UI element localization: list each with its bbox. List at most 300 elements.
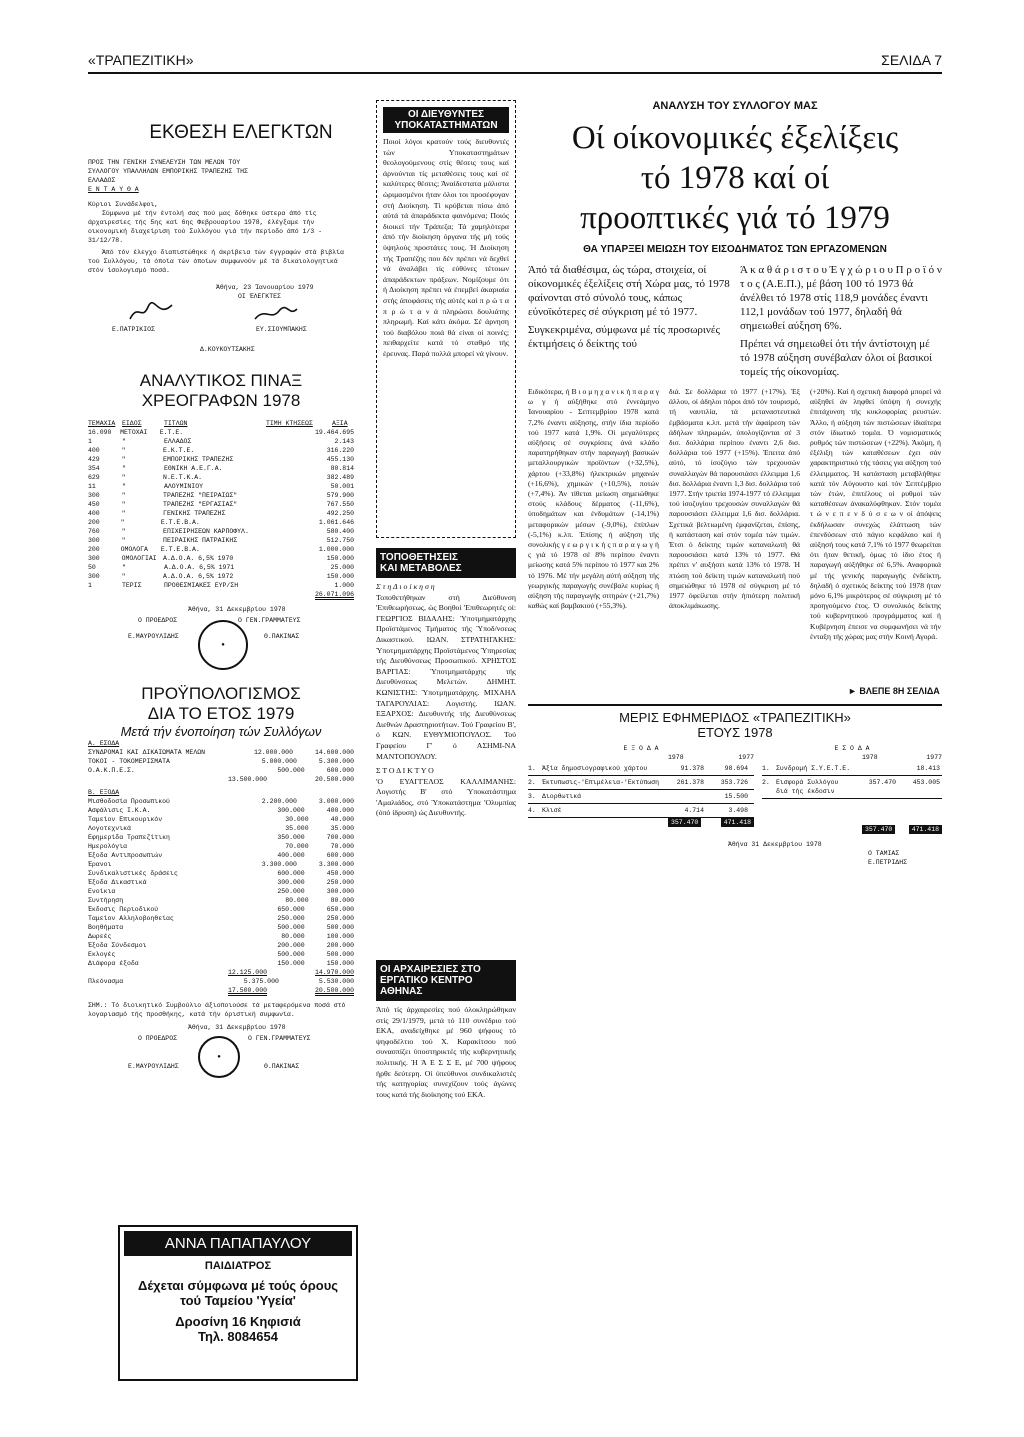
portfolio-cell: ΕΘΝΙΚΗ Α.Ε.Γ.Α.: [164, 465, 223, 472]
portfolio-title-1: ΑΝΑΛΥΤΙΚΟΣ ΠΙΝΑΞ: [139, 371, 303, 390]
budget-item: Έξοδα Αντιπροσωπιών: [88, 852, 163, 859]
share-1978: 4.714: [684, 807, 704, 814]
portfolio-cell: ": [122, 483, 126, 490]
portfolio-value: 1.000.000: [318, 546, 354, 553]
portfolio-cell: ": [121, 456, 126, 463]
portfolio-cell: 629: [88, 474, 100, 481]
expense-total-1979: 14.970.000: [314, 969, 354, 976]
auditor-name-1: Ε.ΠΑΤΡΙΚΙΟΣ: [112, 326, 155, 333]
budget-1979: 100.000: [326, 933, 354, 940]
budget-1978: 500.000: [277, 924, 305, 931]
share-item: Άξία δημοσιογραφικού χάρτου: [542, 765, 648, 772]
budget-note: ΣΗΜ.: Τό διοικητικό Συμβούλιο άξιοποιούσε τά μεταφερόμενα ποσά στό λογαριασμό τής προσθήκης, κατά τήν όριστική συμφωνία.: [88, 1002, 346, 1018]
budget-row: [88, 959, 354, 968]
budget-row: [88, 806, 354, 815]
portfolio-value: 80.814: [330, 465, 354, 472]
portfolio-value: 512.750: [326, 537, 354, 544]
signer-name-1: Ε.ΜΑΥΡΟΥΛΙΔΗΣ: [128, 633, 179, 640]
portfolio-cell: ΤΕΡΙΣ: [122, 582, 142, 589]
portfolio-cell: 200: [88, 519, 100, 526]
portfolio-cell: Α.Δ.Ο.Α. 6,5% 1970: [163, 555, 234, 562]
doctor-phone: Τηλ. 8084654: [198, 1329, 278, 1344]
share-item: Κλισέ: [542, 807, 562, 814]
lead-paragraph-3: Ά κ α θ ά ρ ι σ τ ο υ Έ γ χ ώ ρ ι ο υ Π ρ ο ϊ ό ν τ ο ς (Α.Ε.Π.), μέ βάση 100 τό 1973 θά άνέλθει τό 1978 στίς 118,9 μονάδες έναντι 112,1 μονάδων τού 1977, δηλαδή θά σημειωθεί αύξηση 6%.: [740, 264, 942, 332]
portfolio-cell: ΠΡΟΘΕΣΜΙΑΚΕΣ ΕΥΡ/ΣΗ: [164, 582, 239, 589]
portfolio-value: 50.001: [330, 483, 354, 490]
share-title-2: ΕΤΟΥΣ 1978: [697, 725, 773, 740]
portfolio-value: 455.130: [326, 456, 354, 463]
audit-paragraph-2: Άπό τόν έλεγχο διαπιστώθηκε ή άκρίβεια τών έγγραφών στά βιβλία τού Συλλόγου, τά όποία τών όποίων συμφωνούν μέ τά δικαιολογητικά στόν ίσολογισμό ποσά.: [88, 249, 344, 274]
headline-line-2: τό 1978 καί οί: [640, 160, 830, 196]
grand-1978: 17.500.000: [228, 987, 268, 994]
portfolio-row: [88, 518, 354, 527]
directors-box: [376, 100, 516, 538]
portfolio-cell: Ε.Κ.Τ.Ε.: [163, 447, 195, 454]
share-1977: 15.500: [724, 793, 748, 800]
budget-1979: 3.000.000: [318, 798, 354, 805]
budget-1978: 650.000: [277, 906, 305, 913]
portfolio-cell: ΕΠΙΧΕΙΡΗΣΕΩΝ ΚΑΡΠΟΦΥΛ.: [163, 528, 249, 535]
portfolio-total: 26.071.096: [314, 591, 354, 598]
share-row: [528, 776, 754, 790]
budget-1979: 40.000: [330, 816, 354, 823]
portfolio-cell: ΤΡΑΠΕΖΗΣ "ΕΡΓΑΣΙΑΣ": [163, 501, 238, 508]
portfolio-header-row: [88, 419, 354, 428]
portfolio-row: [88, 581, 354, 590]
budget-1979: 700.000: [326, 834, 354, 841]
budget-item: Έξοδα Σύνδεσμοι: [88, 942, 147, 949]
share-num: 1.: [762, 765, 770, 772]
budget-1978: 30.000: [285, 816, 309, 823]
budget-1979: 500.000: [326, 924, 354, 931]
lead-paragraph-4: Πρέπει νά σημειωθεί ότι τήν άντίστοιχη μέ τό 1978 αύξηση συνέβαλαν όλοι οί βασικοί τομείς τής οίκονομίας.: [740, 338, 933, 378]
budget-1979: 14.600.000: [314, 749, 354, 756]
budget-item: Διάφορα έξοδα: [88, 960, 139, 967]
audit-title: ΕΚΘΕΣΗ ΕΛΕΓΚΤΩΝ: [149, 122, 333, 143]
budget-1979: 150.000: [326, 960, 354, 967]
audit-date: Άθήνα, 23 Ίανουαρίου 1979: [216, 284, 314, 291]
appointments-subhead: Σ τ η Δ ι ο ί κ η σ η: [376, 582, 435, 591]
portfolio-cell: Ε.Τ.Ε.Β.Α.: [160, 519, 200, 526]
portfolio-cell: Ν.Ε.Τ.Κ.Α.: [163, 474, 203, 481]
budget-item: Ασφάλισις Ι.Κ.Α.: [88, 807, 151, 814]
budget-1979: 650.000: [326, 906, 354, 913]
budget-row: [88, 797, 354, 806]
budget-1978: 5.000.000: [261, 758, 297, 765]
appointments-title-1: ΤΟΠΟΘΕΤΗΣΕΙΣ: [380, 552, 458, 563]
budget-1978: 200.000: [277, 942, 305, 949]
budget-1978: 300.000: [277, 807, 305, 814]
audit-city: Ε Ν Τ Α Υ Θ Α: [88, 186, 139, 193]
portfolio-cell: ΤΡΑΠΕΖΗΣ "ΠΕΙΡΑΙΩΣ": [163, 492, 238, 499]
audit-role: ΟΙ ΈΛΕΓΚΤΕΣ: [238, 293, 281, 300]
share-1977: 453.005: [912, 779, 940, 786]
lead-left: [528, 263, 730, 379]
budget-item: Λογοτεχνικά: [88, 825, 131, 832]
budget-1979: 70.000: [330, 843, 354, 850]
headline-line-1: Οί οίκονομικές έξελίξεις: [571, 120, 899, 156]
analysis-lead: [528, 263, 942, 379]
portfolio-cell: ": [121, 537, 126, 544]
budget-expense-label: Β. ΕΞΟΔΑ: [88, 789, 120, 796]
lead-paragraph-1: Άπό τά διαθέσιμα, ώς τώρα, στοιχεία, οί οίκονομικές έξελίξεις στή Χώρα μας, τό 1978 φαίνονται στό σύνολό τους, κάπως εύνοϊκότερες σέ σύγκριση μέ τό 1977.: [528, 264, 730, 318]
income-total-1978: 13.500.000: [228, 776, 268, 783]
share-row: [762, 762, 942, 776]
headline-line-3: προοπτικές γιά τό 1979: [580, 200, 890, 236]
budget-1979: 600.000: [326, 852, 354, 859]
budget-item: Έξοδα Δικαστικά: [88, 879, 147, 886]
portfolio-cell: 300: [88, 492, 100, 499]
share-row: [528, 762, 754, 776]
audit-signatures: [88, 301, 354, 353]
appointments-title-2: ΚΑΙ ΜΕΤΑΒΟΛΕΣ: [380, 563, 462, 574]
portfolio-value: 767.550: [326, 501, 354, 508]
surplus-1979: 5.530.000: [318, 978, 354, 985]
signer-name-1: Ε.ΜΑΥΡΟΥΛΙΔΗΣ: [128, 1063, 179, 1070]
audit-salutation: Κύριοι Συνάδελφοι,: [88, 201, 159, 208]
analysis-body: [528, 387, 942, 642]
signer-president: Ο ΠΡΟΕΔΡΟΣ: [138, 617, 178, 624]
network-text: 'Ο ΕΥΑΓΓΕΛΟΣ ΚΑΛΛΙΜΑΝΗΣ: Λογιστής Β' στό Ύποκατάστημα 'Αμαλιάδος, στό Ύποκατάστημα 'Ολυμπίας (όπό ίδρυση) ώς Διευθυντής.: [376, 776, 516, 818]
seal-stamp: ●: [198, 1036, 240, 1078]
share-accounts: [528, 704, 942, 914]
budget-row: [88, 833, 354, 842]
portfolio-cell: 16.090: [88, 429, 112, 436]
portfolio-value: 19.464.695: [315, 429, 354, 436]
portfolio-cell: 400: [88, 447, 100, 454]
share-expense-totals: [528, 818, 754, 827]
portfolio-row: [88, 545, 354, 554]
budget-1978: 80.000: [281, 933, 305, 940]
budget-row: [88, 941, 354, 950]
share-item: Έκτυπωσις-'Επιμέλεια-'Εκτύπωση: [542, 779, 660, 786]
budget-1979: 250.000: [326, 915, 354, 922]
lead-paragraph-2: Συγκεκριμένα, σύμφωνα μέ τίς προσωρινές έκτιμήσεις ό δείκτης τού: [528, 324, 720, 350]
signer-name-2: Θ.ΠΑΚΙΝΑΣ: [264, 1063, 300, 1070]
budget-item: Ενοίκια: [88, 888, 116, 895]
budget-surplus: [88, 977, 354, 986]
share-num: 4.: [528, 807, 536, 814]
portfolio-value: 382.489: [326, 474, 354, 481]
portfolio-cell: ": [120, 519, 125, 526]
directors-title-2: ΥΠΟΚΑΤΑΣΤΗΜΑΤΩΝ: [394, 120, 498, 131]
network-subhead: Σ Τ Ο Δ Ι Κ Τ Υ Ο: [376, 766, 434, 776]
share-num: 3.: [528, 793, 536, 800]
portfolio-cell: Ε.Τ.Ε.: [159, 429, 184, 436]
col-header-value: ΑΞΙΑ: [332, 420, 348, 427]
portfolio-cell: Ε.Τ.Ε.Β.Α.: [160, 546, 200, 553]
portfolio-cell: 300: [88, 537, 100, 544]
directors-title-1: ΟΙ ΔΙΕΥΘΥΝΤΕΣ: [407, 109, 485, 120]
analysis-col-2: διά. Σε δολλάρια τό 1977 (+17%). Έξ άλλου, οί άδηλοι πόροι άπό τόν τουρισμό, τή ναυτιλία, τά μεταναστευτικά έμβάσματα κ.λπ. μετά τήν άφαίρεση τών άδήλων πληρωμών, ύπολογίζονται σέ 3 δισ. δολλάρια περίπου έναντι 2,6 δισ. δολλάρια τού 1977 (+15%). Έπειτα άπό αύτό, τό ίσοζύγιο τών τρεχουσών συναλλαγών θά παρουσιάσει έλλειμμα 1,6 δισ. δολλάρια έναντι 1,3 δισ. δολλάρια τού 1977. Στήν τριετία 1974-1977 τό έλλειμμα τού ίσοζυγίου τρεχουσών συναλλαγών θά παρουσιάσει έλλειμμα 1,6 δισ. δολλάρια. Σχετικά βελτιωμένη έμφανίζεται, έπίσης, ή κατάσταση καί στόν τομέα τών τιμών. Έτσι ό δείκτης τιμών καταναλωτή θά παρουσιάσει κατά 13% τό 1977. Θά πρέπει ν' αυξήσει κατά 13% τό 1978. Ή πτώση τού δείκτη τιμών καταναλωτή πού σημειώθηκε τό 1978 σέ σύγκριση μέ τό 1977 όφείλεται στήν ήπιότερη πολιτική άποκλιμάκωσης.: [669, 387, 800, 611]
budget-expense-table: [88, 797, 354, 968]
portfolio-value: 25.000: [330, 564, 354, 571]
share-item: Εισφορά Συλλόγου διά τής έκδοσιν: [776, 779, 839, 795]
portfolio-cell: 50: [88, 564, 96, 571]
share-1978: 357.470: [868, 779, 896, 786]
surplus-1978: 5.375.000: [243, 978, 279, 985]
signature-icon: [128, 301, 174, 323]
budget-item: Δωρεές: [88, 933, 112, 940]
portfolio-cell: ΑΛΟΥΜΙΝΙΟΥ: [164, 483, 204, 490]
share-expense-years: [528, 753, 754, 762]
year-1978: 1978: [668, 754, 684, 761]
share-tables: [528, 744, 942, 834]
year-1977: 1977: [926, 754, 942, 761]
header-rule: [88, 72, 942, 74]
portfolio-value: 1.061.646: [318, 519, 354, 526]
audit-address: ΠΡΟΣ ΤΗΝ ΓΕΝΙΚΗ ΣΥΝΕΛΕΥΣΗ ΤΩΝ ΜΕΛΩΝ ΤΟΥ ΣΥΛΛΟΓΟΥ ΥΠΑΛΛΗΛΩΝ ΕΜΠΟΡΙΚΗΣ ΤΡΑΠΕΖΗΣ ΤΗΣ ΕΛΛΑΔΟΣ: [88, 159, 248, 184]
page-number: ΣΕΛΙΔΑ 7: [881, 52, 942, 68]
directors-title: [383, 107, 509, 133]
budget-row: [88, 815, 354, 824]
budget-1978: 600.000: [277, 870, 305, 877]
portfolio-cell: ": [122, 465, 126, 472]
expense-total-1977: 471.418: [721, 818, 754, 827]
portfolio-row: [88, 473, 354, 482]
col-header-type: ΕΙΔΟΣ: [122, 420, 142, 427]
budget-item: Βοηθήματα: [88, 924, 124, 931]
share-row: [528, 804, 754, 818]
analysis-headline: [528, 118, 942, 238]
budget-income-label: Α. ΕΣΟΔΑ: [88, 740, 120, 747]
budget-item: Εκλογές: [88, 951, 116, 958]
budget-1979: 3.300.000: [318, 861, 354, 868]
portfolio-row: [88, 455, 354, 464]
share-row: [528, 790, 754, 804]
doctor-terms: Δέχεται σύμφωνα μέ τούς όρους τού Ταμείου 'Υγεία': [137, 1278, 339, 1308]
grand-1979: 20.500.000: [314, 987, 354, 994]
share-income-totals: [762, 825, 942, 834]
doctor-role: ΠΑΙΔΙΑΤΡΟΣ: [204, 1260, 272, 1272]
portfolio-value: 316.220: [326, 447, 354, 454]
budget-date: Άθήνα, 31 Δεκεμβρίου 1978: [188, 1024, 286, 1031]
portfolio-cell: ": [122, 438, 126, 445]
portfolio-value: 150.000: [326, 555, 354, 562]
budget-item: Ταμείον Αλληλοβοηθείας: [88, 915, 174, 922]
portfolio-cell: ΟΜΟΛΟΓΑ: [120, 546, 148, 553]
budget-title-2: ΔΙΑ ΤΟ ΕΤΟΣ 1979: [147, 704, 295, 723]
portfolio-row: [88, 482, 354, 491]
portfolio-row: [88, 428, 354, 437]
portfolio-cell: ΟΜΟΛΟΓΙΑΙ: [121, 555, 157, 562]
income-total-1978: 357.470: [862, 825, 895, 834]
budget-item: Συνδικαλιστικές δράσεις: [88, 870, 178, 877]
share-1977: 18.413: [916, 765, 940, 772]
portfolio-cell: 200: [88, 546, 100, 553]
portfolio-cell: ΠΕΙΡΑΙΚΗΣ ΠΑΤΡΑΙΚΗΣ: [163, 537, 238, 544]
portfolio-row: [88, 464, 354, 473]
portfolio-row: [88, 572, 354, 581]
portfolio-row: [88, 509, 354, 518]
budget-item: Ημερολόγια: [88, 843, 128, 850]
share-item: Συνδρομή Σ.Υ.Ε.Τ.Ε.: [776, 765, 851, 772]
appointments-text: Τοποθετήθηκαν στή Διεύθυνση 'Επιθεωρήσεως, ώς Βοηθοί 'Επιθεωρητές οί: ΓΕΩΡΓΙΟΣ ΒΙΔΑΛΗΣ: Ύποτμηματάρχης Προϊστάμενος Τμήματος τής Ύποδ/νσεως Δικαστικού. ΙΩΑΝ. ΣΤΡΑΤΗΓΑΚΗΣ: Ύποτμηματάρχης Προϊστάμενος Ύπηρεσίας τής Διευθύνσεως Προσωπικού. ΧΡΗΣΤΟΣ ΒΑΡΓΙΑΣ: Ύποτμηματάρχης τής Διευθύνσεως Μελετών. ΔΗΜΗΤ. ΚΩΝΙΣΤΗΣ: Ύποτμηματάρχης. ΜΙΧΑΗΛ ΤΑΓΑΡΟΥΛΙΑΣ: Λογιστής. ΙΩΑΝ. ΕΞΑΡΧΟΣ: Διευθυντής τής Διευθύνσεως Διεθνών Δραστηριοτήτων. Τού Γραφείου Β', ό ΚΩΝ. ΕΥΘΥΜΙΟΠΟΥΛΟΣ. Τού Γραφείου Γ' ό ΑΣΗΜΙ-ΝΑ ΜΑΝΤΟΠΟΥΛΟΥ.: [376, 592, 516, 761]
newspaper-name: «ΤΡΑΠΕΖΙΤΙΚΗ»: [88, 52, 194, 68]
budget-item: Εφημερίδα Τραπεζίτικη: [88, 834, 170, 841]
budget-row: [88, 905, 354, 914]
share-expense-rows: [528, 762, 754, 818]
budget-row: [88, 748, 354, 757]
portfolio-title-2: ΧΡΕΟΓΡΑΦΩΝ 1978: [141, 391, 301, 410]
portfolio-cell: Α.Δ.Ο.Α. 6,5% 1971: [164, 564, 235, 571]
doctor-address: Δροσίνη 16 Κηφισιά: [175, 1314, 301, 1329]
portfolio-row: [88, 563, 354, 572]
budget-1979: 35.000: [330, 825, 354, 832]
budget-item: ΤΟΚΟΙ - ΤΟΚΟΜΕΡΙΣΜΑΤΑ: [88, 758, 170, 765]
portfolio-row: [88, 446, 354, 455]
budget-1978: 80.000: [285, 897, 309, 904]
budget-item: Έκδοσις Περιοδικού: [88, 906, 159, 913]
portfolio-table: [88, 428, 354, 590]
budget-title-1: ΠΡΟΫΠΟΛΟΓΙΣΜΟΣ: [141, 684, 301, 703]
budget-income-total: [88, 775, 354, 784]
portfolio-cell: 1: [88, 438, 92, 445]
lead-right: [740, 263, 942, 379]
portfolio-cell: 300: [88, 555, 100, 562]
portfolio-signatures: [88, 614, 354, 670]
appointments-article: [376, 548, 516, 948]
signature-icon: [253, 303, 299, 325]
share-1977: 98.694: [724, 765, 748, 772]
signer-name-2: Θ.ΠΑΚΙΝΑΣ: [264, 633, 300, 640]
elections-title: [376, 960, 516, 1001]
budget-1978: 250.000: [277, 915, 305, 922]
income-total-1977: 471.418: [909, 825, 942, 834]
signer-president: Ο ΠΡΟΕΔΡΟΣ: [138, 1035, 178, 1042]
share-expenses-head: Ε Ξ Ο Δ Α: [623, 745, 659, 752]
portfolio-date: Άθήνα, 31 Δεκεμβρίου 1978: [188, 606, 286, 613]
portfolio-row: [88, 527, 354, 536]
budget-row: [88, 842, 354, 851]
share-1978: [856, 764, 896, 773]
doctor-advert: [118, 1225, 358, 1381]
budget-subtitle: Μετά τήν ένοποίηση τών Συλλόγων: [120, 724, 322, 739]
budget-1979: 450.000: [326, 870, 354, 877]
auditor-name-2: ΕΥ.ΣΙΟΥΜΠΑΚΗΣ: [256, 326, 307, 333]
appointments-title: [376, 548, 516, 578]
portfolio-cell: 11: [88, 483, 96, 490]
portfolio-row: [88, 437, 354, 446]
budget-item: Μισθοδοσία Προσωπικού: [88, 798, 170, 805]
budget-item: ΣΥΝΔΡΟΜΑΙ ΚΑΙ ΔΙΚΑΙΩΜΑΤΑ ΜΕΛΩΝ: [88, 749, 206, 756]
share-income-head: Ε Σ Ο Δ Α: [834, 745, 870, 752]
left-column: [88, 100, 354, 1300]
portfolio-value: 150.000: [326, 573, 354, 580]
budget-item: Ο.Α.Κ.Π.Ε.Σ.: [88, 767, 135, 774]
directors-text: Ποιοί λόγοι κρατούν τούς διευθυντές τών Υποκαταστημάτων θεολογούμενους στίς θέσεις τους καί άρνούνται τίς μεταθέσεις τους καί σέ καλύτερες θέσεις; Άναίδεστατα μάλιστα ώριμασμένοι ήταν όλοι τοι προσέφυγαν στή Διοίκηση. Τί κρύβεται πίσω άπό αύτά τά άπαράδεκτα φαινόμενα; Ποιός διοικεί τήν Τράπεζα; Τά χαμηλότερα άπό τήν διοίκηση όργανα τής μή τούς ύψηλούς προστάτες τους. Ή Διοίκηση τής Τραπέζης που δέν πρέπει νά δεχθεί νά άναλάβει τίς εύθύνες τέτοιων άπαράδεκτων πράξεων. Νομίζουμε ότι ή Διοίκηση πρέπει νά έπεμβεί άκαριαία στής άποφάσεις τής αύτές καί π ρ ώ τ α π ρ ώ τ α ν ά πληρώσει δουλιάτης πληρωμή. Καί κάτι άκόμα. Σέ άρνηση τού διαβόλου ποιά θά είναι οί ποινές; πειθαρχείτε κατά τό σταθμό τής έρευνας. Παρά πολλά μπορεί νά γίνουν.: [383, 137, 509, 358]
budget-row: [88, 766, 354, 775]
budget-1979: 400.000: [326, 807, 354, 814]
budget-1978: 3.300.000: [261, 861, 297, 868]
budget-1978: 35.000: [285, 825, 309, 832]
share-1977: 3.498: [728, 807, 748, 814]
signer-secretary: Ο ΓΕΝ.ΓΡΑΜΜΑΤΕΥΣ: [248, 1035, 311, 1042]
portfolio-row: [88, 500, 354, 509]
budget-1979: 80.000: [330, 897, 354, 904]
budget-row: [88, 860, 354, 869]
budget-1979: 500.000: [326, 951, 354, 958]
doctor-name: ΑΝΝΑ ΠΑΠΑΠΑΥΛΟΥ: [124, 1231, 352, 1256]
budget-row: [88, 932, 354, 941]
budget-1979: 600.000: [326, 767, 354, 774]
portfolio-cell: ": [121, 528, 126, 535]
elections-text: Άπό τίς άρχαιρεσίες πού όλοκληρώθηκαν στίς 29/1/1979, μετά τό 110 συνέδριο τού ΕΚΑ, αναδείχθηκε μέ 960 ψήφους τό ψηφοδέλτιο τού Χ. Καρακίτσου πού συνασπίζει ύποστηρικτές τής κυβερνητικής πολιτικής. Ή Ά Ε Σ Σ Ε, μέ 700 ψήφους ήρθε δεύτερη. Οί ύπεύθυνοι συνδικαλιστές τής κατηγορίας συνεχίζουν τούς άγώνες τους κατά τής διοίκησης τού ΕΚΑ.: [376, 1005, 516, 1099]
share-num: 2.: [528, 779, 536, 786]
budget-income-table: [88, 748, 354, 775]
portfolio-row: [88, 554, 354, 563]
budget-item: Έρανοι: [88, 861, 112, 868]
budget-item: Συντήρηση: [88, 897, 124, 904]
portfolio-cell: ": [121, 501, 126, 508]
elections-article: [376, 960, 516, 1350]
portfolio-cell: ": [121, 447, 126, 454]
elections-title-2: ΕΡΓΑΤΙΚΟ ΚΕΝΤΡΟ: [380, 975, 473, 986]
budget-1978: 350.000: [277, 834, 305, 841]
share-num: 2.: [762, 779, 770, 786]
share-1977: 353.726: [720, 779, 748, 786]
continue-link[interactable]: ► ΒΛΕΠΕ 8Η ΣΕΛΙΔΑ: [848, 686, 940, 696]
portfolio-cell: 300: [88, 573, 100, 580]
budget-item: Ταμείον Επικουρικόν: [88, 816, 163, 823]
surplus-label: Πλεόνασμα: [88, 978, 124, 985]
portfolio-cell: 760: [88, 528, 100, 535]
seal-stamp: ●: [198, 620, 248, 670]
portfolio-cell: 429: [88, 456, 100, 463]
share-1978: [664, 792, 704, 801]
portfolio-value: 1.000: [334, 582, 354, 589]
col-header-pieces: ΤΕΜΑΧΙΑ: [88, 420, 116, 427]
analysis-article: [528, 100, 942, 690]
share-date: Άθήνα 31 Δεκεμβρίου 1978: [728, 841, 822, 848]
portfolio-cell: 1: [88, 582, 92, 589]
budget-1979: 250.000: [326, 879, 354, 886]
budget-grand-total: [88, 986, 354, 995]
budget-1978: 500.000: [277, 951, 305, 958]
budget-1979: 200.000: [326, 942, 354, 949]
portfolio-cell: 354: [88, 465, 100, 472]
analysis-kicker: ΑΝΑΛΥΣΗ ΤΟΥ ΣΥΛΛΟΓΟΥ ΜΑΣ: [652, 100, 818, 112]
budget-row: [88, 878, 354, 887]
signer-secretary: Ο ΓΕΝ.ΓΡΑΜΜΑΤΕΥΣ: [238, 617, 301, 624]
budget-1978: 250.000: [277, 888, 305, 895]
budget-signatures: [88, 1032, 354, 1080]
share-signer-role: Ο ΤΑΜΙΑΣ: [868, 850, 900, 857]
audit-paragraph-1: Σύμφωνα μέ τήν έντολή σας πού μας δόθηκε ύστερα άπό τίς άρχαιρεσίες τής 5ης καί 6ης Φεβρουαρίου 1978, έλέγξαμε τήν οικονομική διαχείριση τού Συλλόγου γιά τήν περίοδο άπό 1/3 - 31/12/78.: [88, 210, 323, 244]
portfolio-row: [88, 491, 354, 500]
analysis-col-3: (+20%). Καί ή σχετική διαφορά μπορεί νά αύξηθεί άν ληφθεί ύπόψη ή συνεχής έπιτάχυνση τής κυκλοφορίας ρευστών. Άλλο, ή αύξηση τών πιστώσεων ίδιαίτερα στόν ίδιωτικό τομέα. Ό νομισματικός ρυθμός τών πιστώσεων (+22%). Άκόμη, ή έξέλιξη τών καταθέσεων έχει σάν χαρακτηριστικό τής τάσεις για αύξηση τού έλλειμματος. Ή κατάσταση μεταβλήθηκε κατά τόν Αύγουστο καί τόν Σεπτέμβριο τών έτών, έπιτέλους οί ρυθμοί τών καταθέσεων άνακαλύφθηκαν. Στόν τομέα τ ώ ν ε π ε ν δ ύ σ ε ω ν οί άπόψεις έκδήλωσαν συνεχώς έλάττωση τών έπενδύσεων στό πάγιο κεφάλαιο καί ή αύξησή τους κατά 7,1% τό 1977 θεωρείται ότι ήταν θετική, όμως τό ίδιο έτος ή παραγωγή αύξήθηκε σέ 6,5%. Αναφορικά μέ τής γενικής παραγωγής ένδείκτη, δηλαδή ό σχετικός δείκτης τού 1978 ήταν μόνο 6,1% μικρότερος σέ σύγκριση μέ τό προηγούμενο έτος. Ό συνολικός δείκτης τού κυβερνητικού προγράμματος καί ή Κυβέρνηση έπεισε να συμφωνήσει νά τήν ένταξη τής χώρας μας στήν Κοινή Αγορά.: [810, 387, 941, 641]
share-income: [762, 744, 942, 834]
col-header-cost: ΤΙΜΗ ΚΤΗΣΕΩΣ: [266, 420, 313, 427]
budget-1978: 12.000.000: [253, 749, 293, 756]
share-1978: 91.378: [680, 765, 704, 772]
budget-row: [88, 757, 354, 766]
budget-1978: 400.000: [277, 852, 305, 859]
budget-1979: 300.000: [326, 888, 354, 895]
portfolio-cell: ΕΜΠΟΡΙΚΗΣ ΤΡΑΠΕΖΗΣ: [163, 456, 234, 463]
portfolio-row: [88, 536, 354, 545]
budget-row: [88, 914, 354, 923]
budget-expense-total: [88, 968, 354, 977]
share-rule: [528, 704, 942, 706]
budget-1978: 500.000: [277, 767, 305, 774]
budget-1979: 5.300.000: [318, 758, 354, 765]
elections-title-3: ΑΘΗΝΑΣ: [380, 986, 423, 997]
share-income-years: [762, 753, 942, 762]
analysis-subheadline: ΘΑ ΥΠΑΡΞΕΙ ΜΕΙΩΣΗ ΤΟΥ ΕΙΣΟΔΗΜΑΤΟΣ ΤΩΝ ΕΡΓΑΖΟΜΕΝΩΝ: [583, 244, 887, 255]
share-title-1: ΜΕΡΙΣ ΕΦΗΜΕΡΙΔΟΣ «ΤΡΑΠΕΖΙΤΙΚΗ»: [619, 710, 851, 725]
share-row: [762, 776, 942, 799]
